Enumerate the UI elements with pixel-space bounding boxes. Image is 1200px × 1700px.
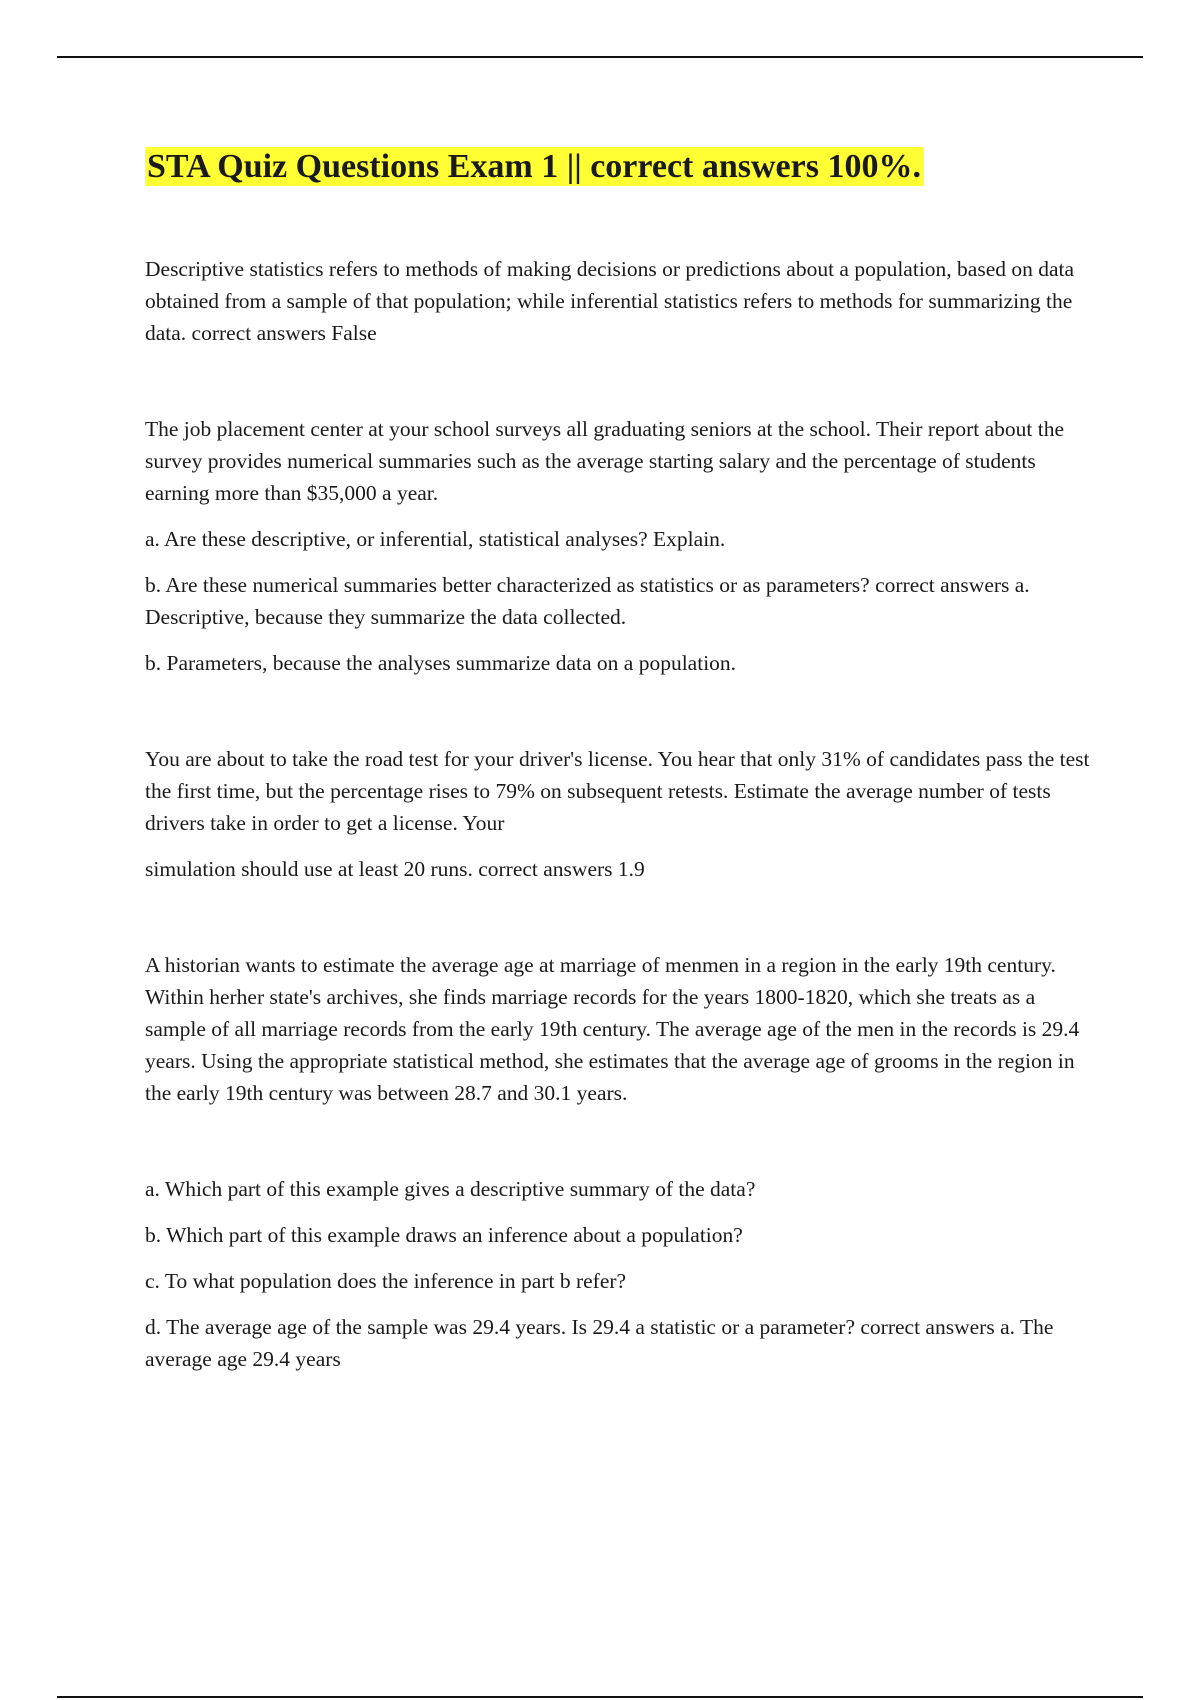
question-2 (145, 413, 1100, 679)
question-1-text: Descriptive statistics refers to methods of making decisions or predictions about a population, based on data obtained from a sample of that population; while inferential statistics refers to methods for summarizing the data. correct answers False (145, 257, 1075, 345)
top-rule (57, 56, 1143, 58)
question-2-part-b: b. Are these numerical summaries better characterized as statistics or as parameters? correct answers a. Descriptive, because they summarize the data collected. (145, 573, 1030, 629)
bottom-rule (57, 1696, 1143, 1698)
question-3-intro: You are about to take the road test for your driver's license. You hear that only 31% of candidates pass the test the first time, but the percentage rises to 79% on subsequent retests. Estimate the average number of tests drivers take in order to get a license. Your (145, 747, 1090, 835)
question-2-answer-b: b. Parameters, because the analyses summarize data on a population. (145, 651, 737, 675)
question-4-part-c: c. To what population does the inference in part b refer? (145, 1269, 627, 1293)
question-2-intro: The job placement center at your school surveys all graduating seniors at the school. Their report about the survey provides numerical summaries such as the average starting salary and the percentage of students earning more than $35,000 a year. (145, 417, 1065, 505)
question-1 (145, 253, 1100, 349)
question-3 (145, 743, 1100, 885)
question-4-part-b: b. Which part of this example draws an inference about a population? (145, 1223, 743, 1247)
question-4-part-a: a. Which part of this example gives a descriptive summary of the data? (145, 1177, 756, 1201)
title-highlight: STA Quiz Questions Exam 1 || correct answers 100%. (145, 147, 924, 186)
question-4-intro: A historian wants to estimate the average age at marriage of menmen in a region in the early 19th century. Within herher state's archives, she finds marriage records for the years 1800-1820, which she treats as a sample of all marriage records from the early 19th century. The average age of the men in the records is 29.4 years. Using the appropriate statistical method, she estimates that the average age of grooms in the region in the early 19th century was between 28.7 and 30.1 years. (145, 953, 1080, 1105)
question-2-part-a: a. Are these descriptive, or inferential, statistical analyses? Explain. (145, 527, 726, 551)
document-body (145, 145, 1100, 1375)
document-title (145, 145, 1100, 189)
question-4-part-d: d. The average age of the sample was 29.4 years. Is 29.4 a statistic or a parameter? correct answers a. The average age 29.4 years (145, 1315, 1054, 1371)
question-3-continuation: simulation should use at least 20 runs. correct answers 1.9 (145, 857, 645, 881)
question-4 (145, 949, 1100, 1375)
